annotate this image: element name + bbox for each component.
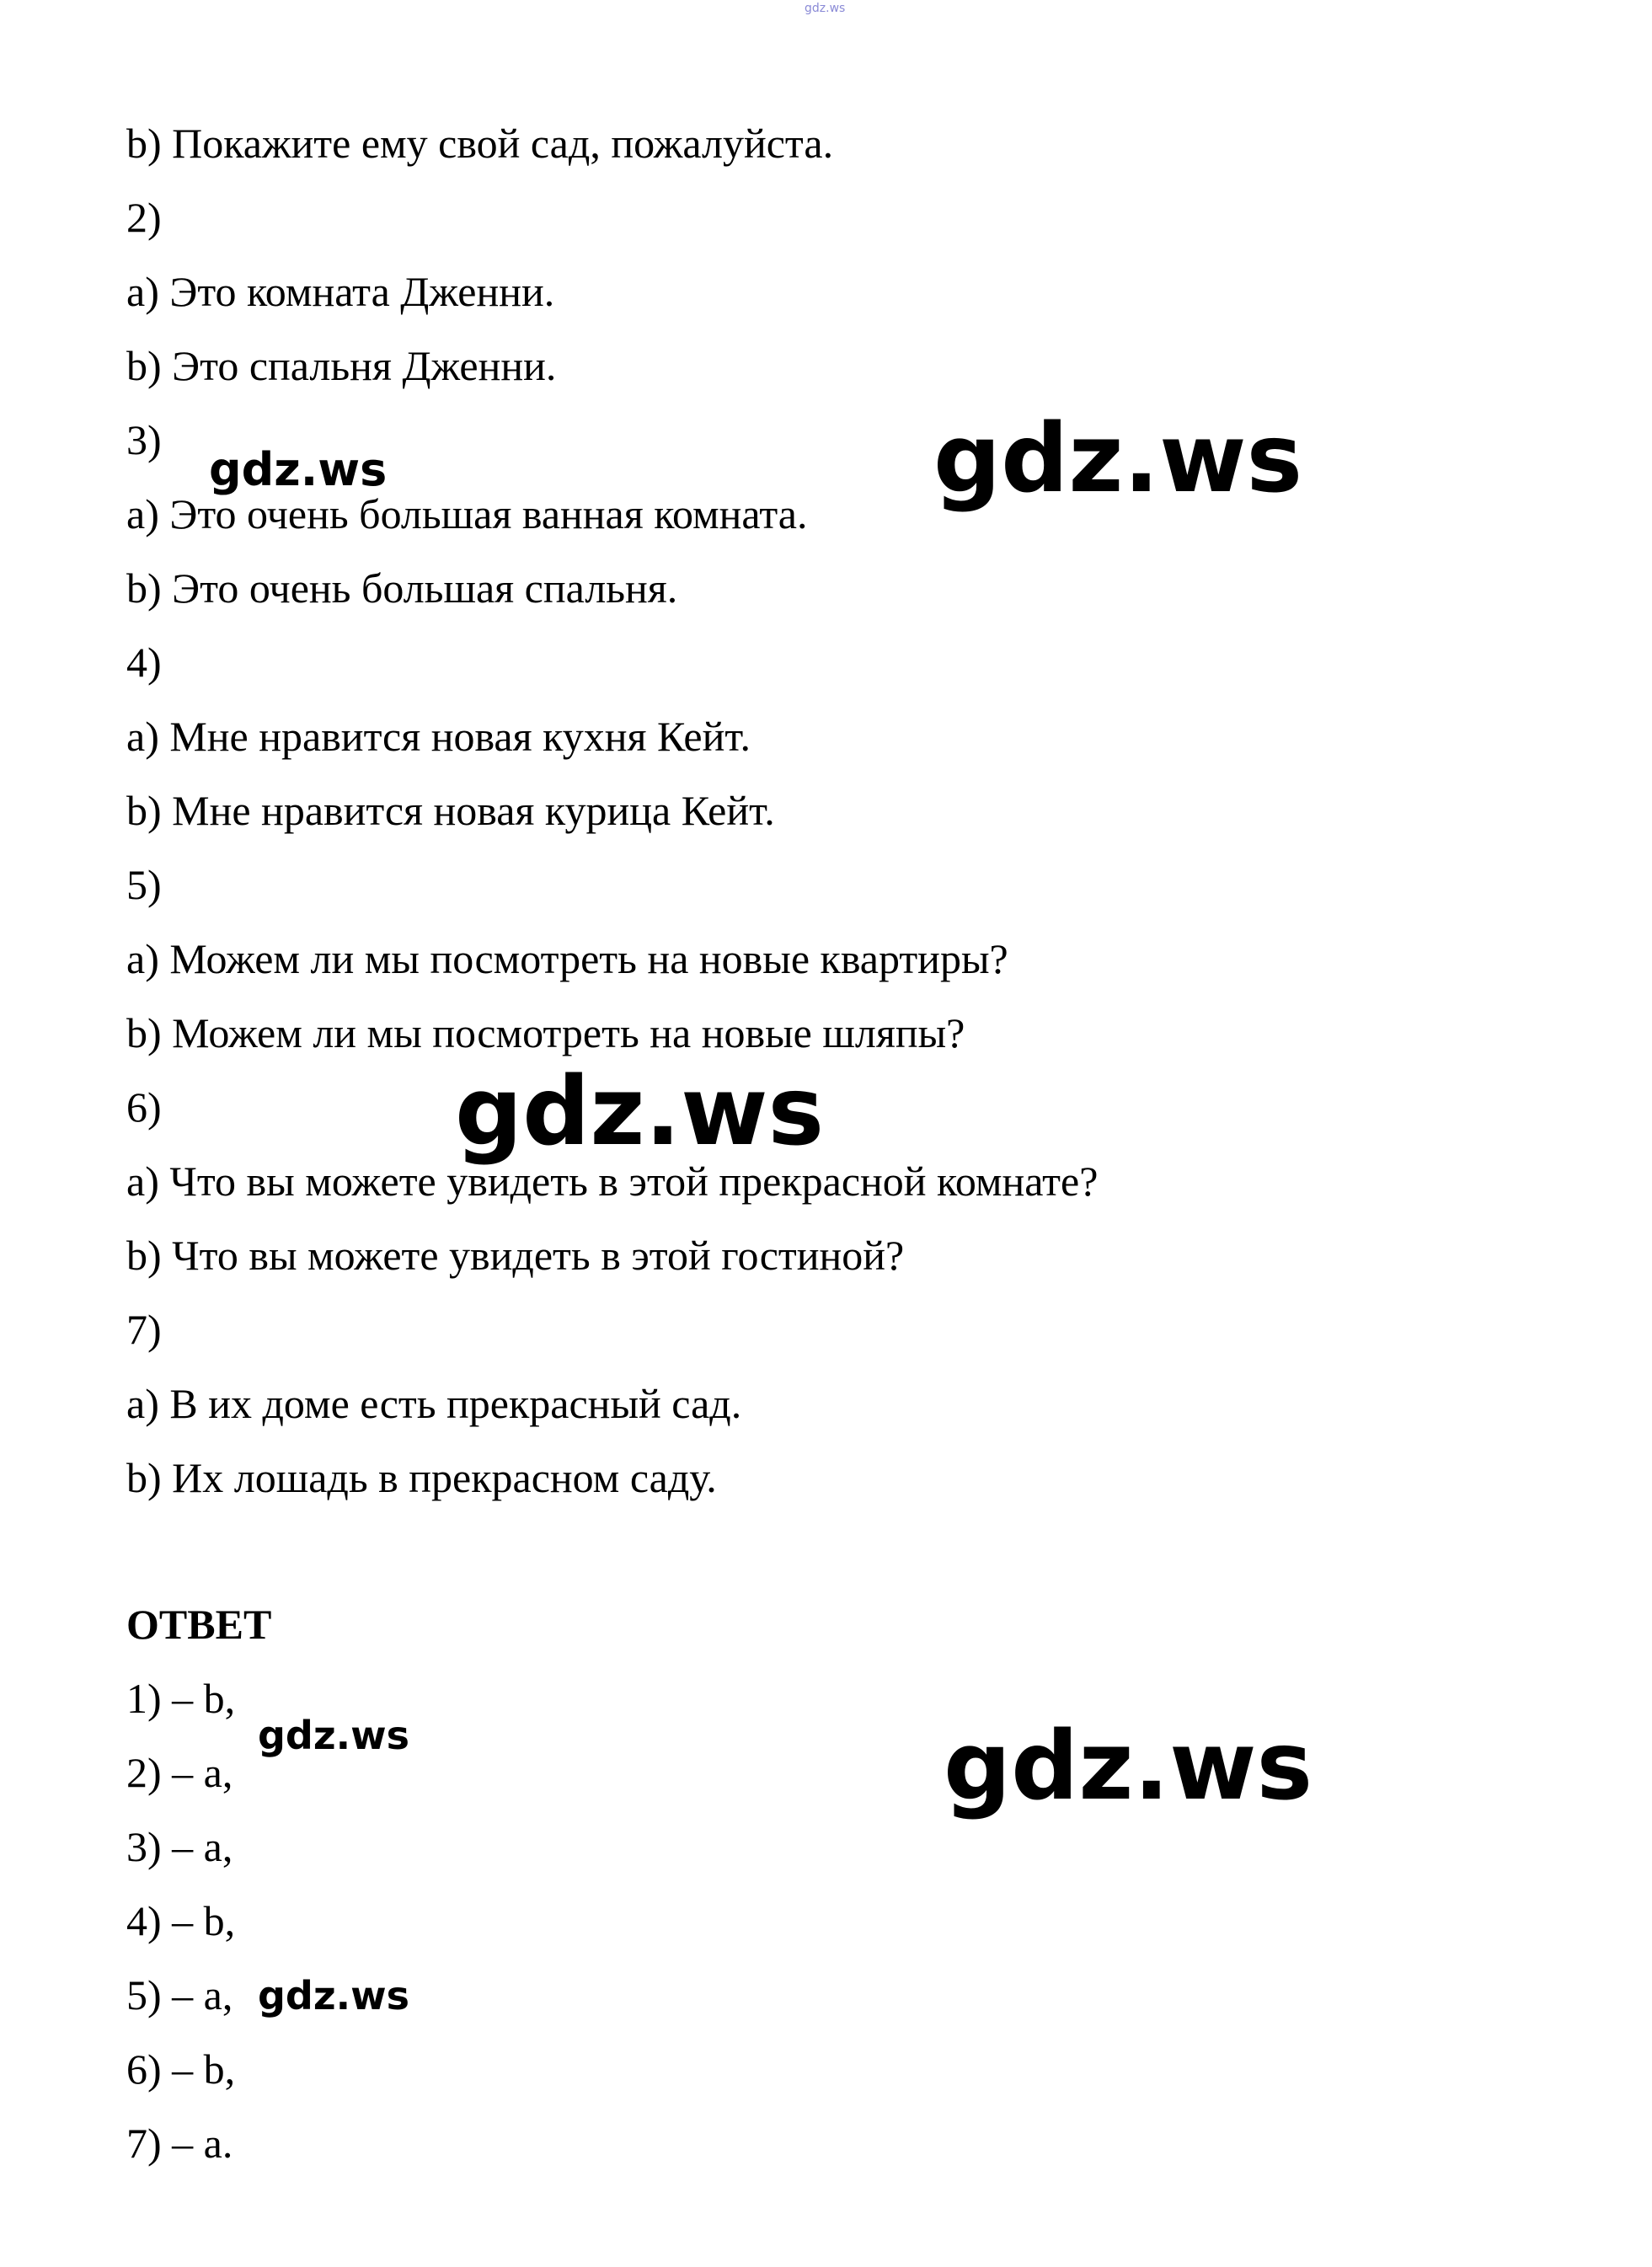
text-line: b) Это очень большая спальня.: [126, 564, 678, 612]
text-line: 6): [126, 1083, 162, 1131]
text-line: a) В их доме есть прекрасный сад.: [126, 1380, 742, 1427]
text-line: 3): [126, 416, 162, 463]
text-line: 7): [126, 1306, 162, 1353]
text-line: a) Можем ли мы посмотреть на новые квартиры?: [126, 935, 1008, 982]
watermark: gdz.ws: [209, 443, 388, 496]
answer-item: 2) – a,: [126, 1749, 233, 1796]
watermark: gdz.ws: [258, 1973, 409, 2018]
top-watermark: gdz.ws: [805, 2, 846, 15]
text-line: a) Это очень большая ванная комната.: [126, 490, 808, 537]
watermark: gdz.ws: [455, 1057, 825, 1167]
text-line: 4): [126, 639, 162, 686]
answer-item: 3) – a,: [126, 1823, 233, 1870]
watermark: gdz.ws: [258, 1713, 409, 1758]
text-line: a) Это комната Дженни.: [126, 268, 555, 315]
watermark: gdz.ws: [944, 1712, 1313, 1821]
text-line: b) Покажите ему свой сад, пожалуйста.: [126, 120, 834, 167]
text-line: b) Можем ли мы посмотреть на новые шляпы?: [126, 1009, 965, 1056]
answer-item: 4) – b,: [126, 1897, 236, 1944]
text-line: b) Это спальня Дженни.: [126, 342, 557, 389]
text-line: 5): [126, 861, 162, 908]
answer-item: 7) – a.: [126, 2120, 233, 2167]
answer-item: 1) – b,: [126, 1675, 236, 1722]
answer-heading: ОТВЕТ: [126, 1601, 272, 1648]
text-line: b) Их лошадь в прекрасном саду.: [126, 1454, 717, 1501]
text-line: a) Что вы можете увидеть в этой прекрасной комнате?: [126, 1158, 1099, 1205]
answer-item: 6) – b,: [126, 2045, 236, 2093]
text-line: a) Мне нравится новая кухня Кейт.: [126, 713, 751, 760]
answer-item: 5) – a,: [126, 1971, 233, 2018]
text-line: b) Что вы можете увидеть в этой гостиной?: [126, 1232, 905, 1279]
watermark: gdz.ws: [933, 404, 1303, 514]
text-line: 2): [126, 194, 162, 241]
text-line: b) Мне нравится новая курица Кейт.: [126, 787, 775, 834]
